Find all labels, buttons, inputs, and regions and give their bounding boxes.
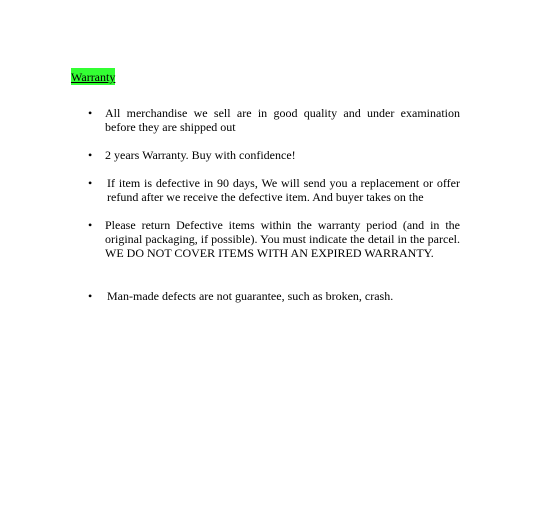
- bullet-icon: •: [88, 148, 93, 162]
- list-item-text: 2 years Warranty. Buy with confidence!: [105, 148, 296, 162]
- list-item-text: All merchandise we sell are in good quality and under examination before they are shipped out: [105, 106, 460, 134]
- warranty-heading: Warranty: [71, 70, 116, 84]
- list-item-text: Man-made defects are not guarantee, such as broken, crash.: [107, 289, 394, 303]
- list-item-text: If item is defective in 90 days, We will send you a replacement or offer refund after we receive the defective item. And buyer takes on the: [107, 176, 460, 204]
- list-item-text: Please return Defective items within the warranty period (and in the original packaging, if possible). You must indicate the detail in the parcel. WE DO NOT COVER ITEMS WITH AN EXPIRED WARRANTY.: [105, 218, 460, 260]
- bullet-icon: •: [88, 289, 93, 303]
- bullet-icon: •: [88, 176, 93, 190]
- bullet-icon: •: [88, 106, 93, 120]
- bullet-icon: •: [88, 218, 93, 232]
